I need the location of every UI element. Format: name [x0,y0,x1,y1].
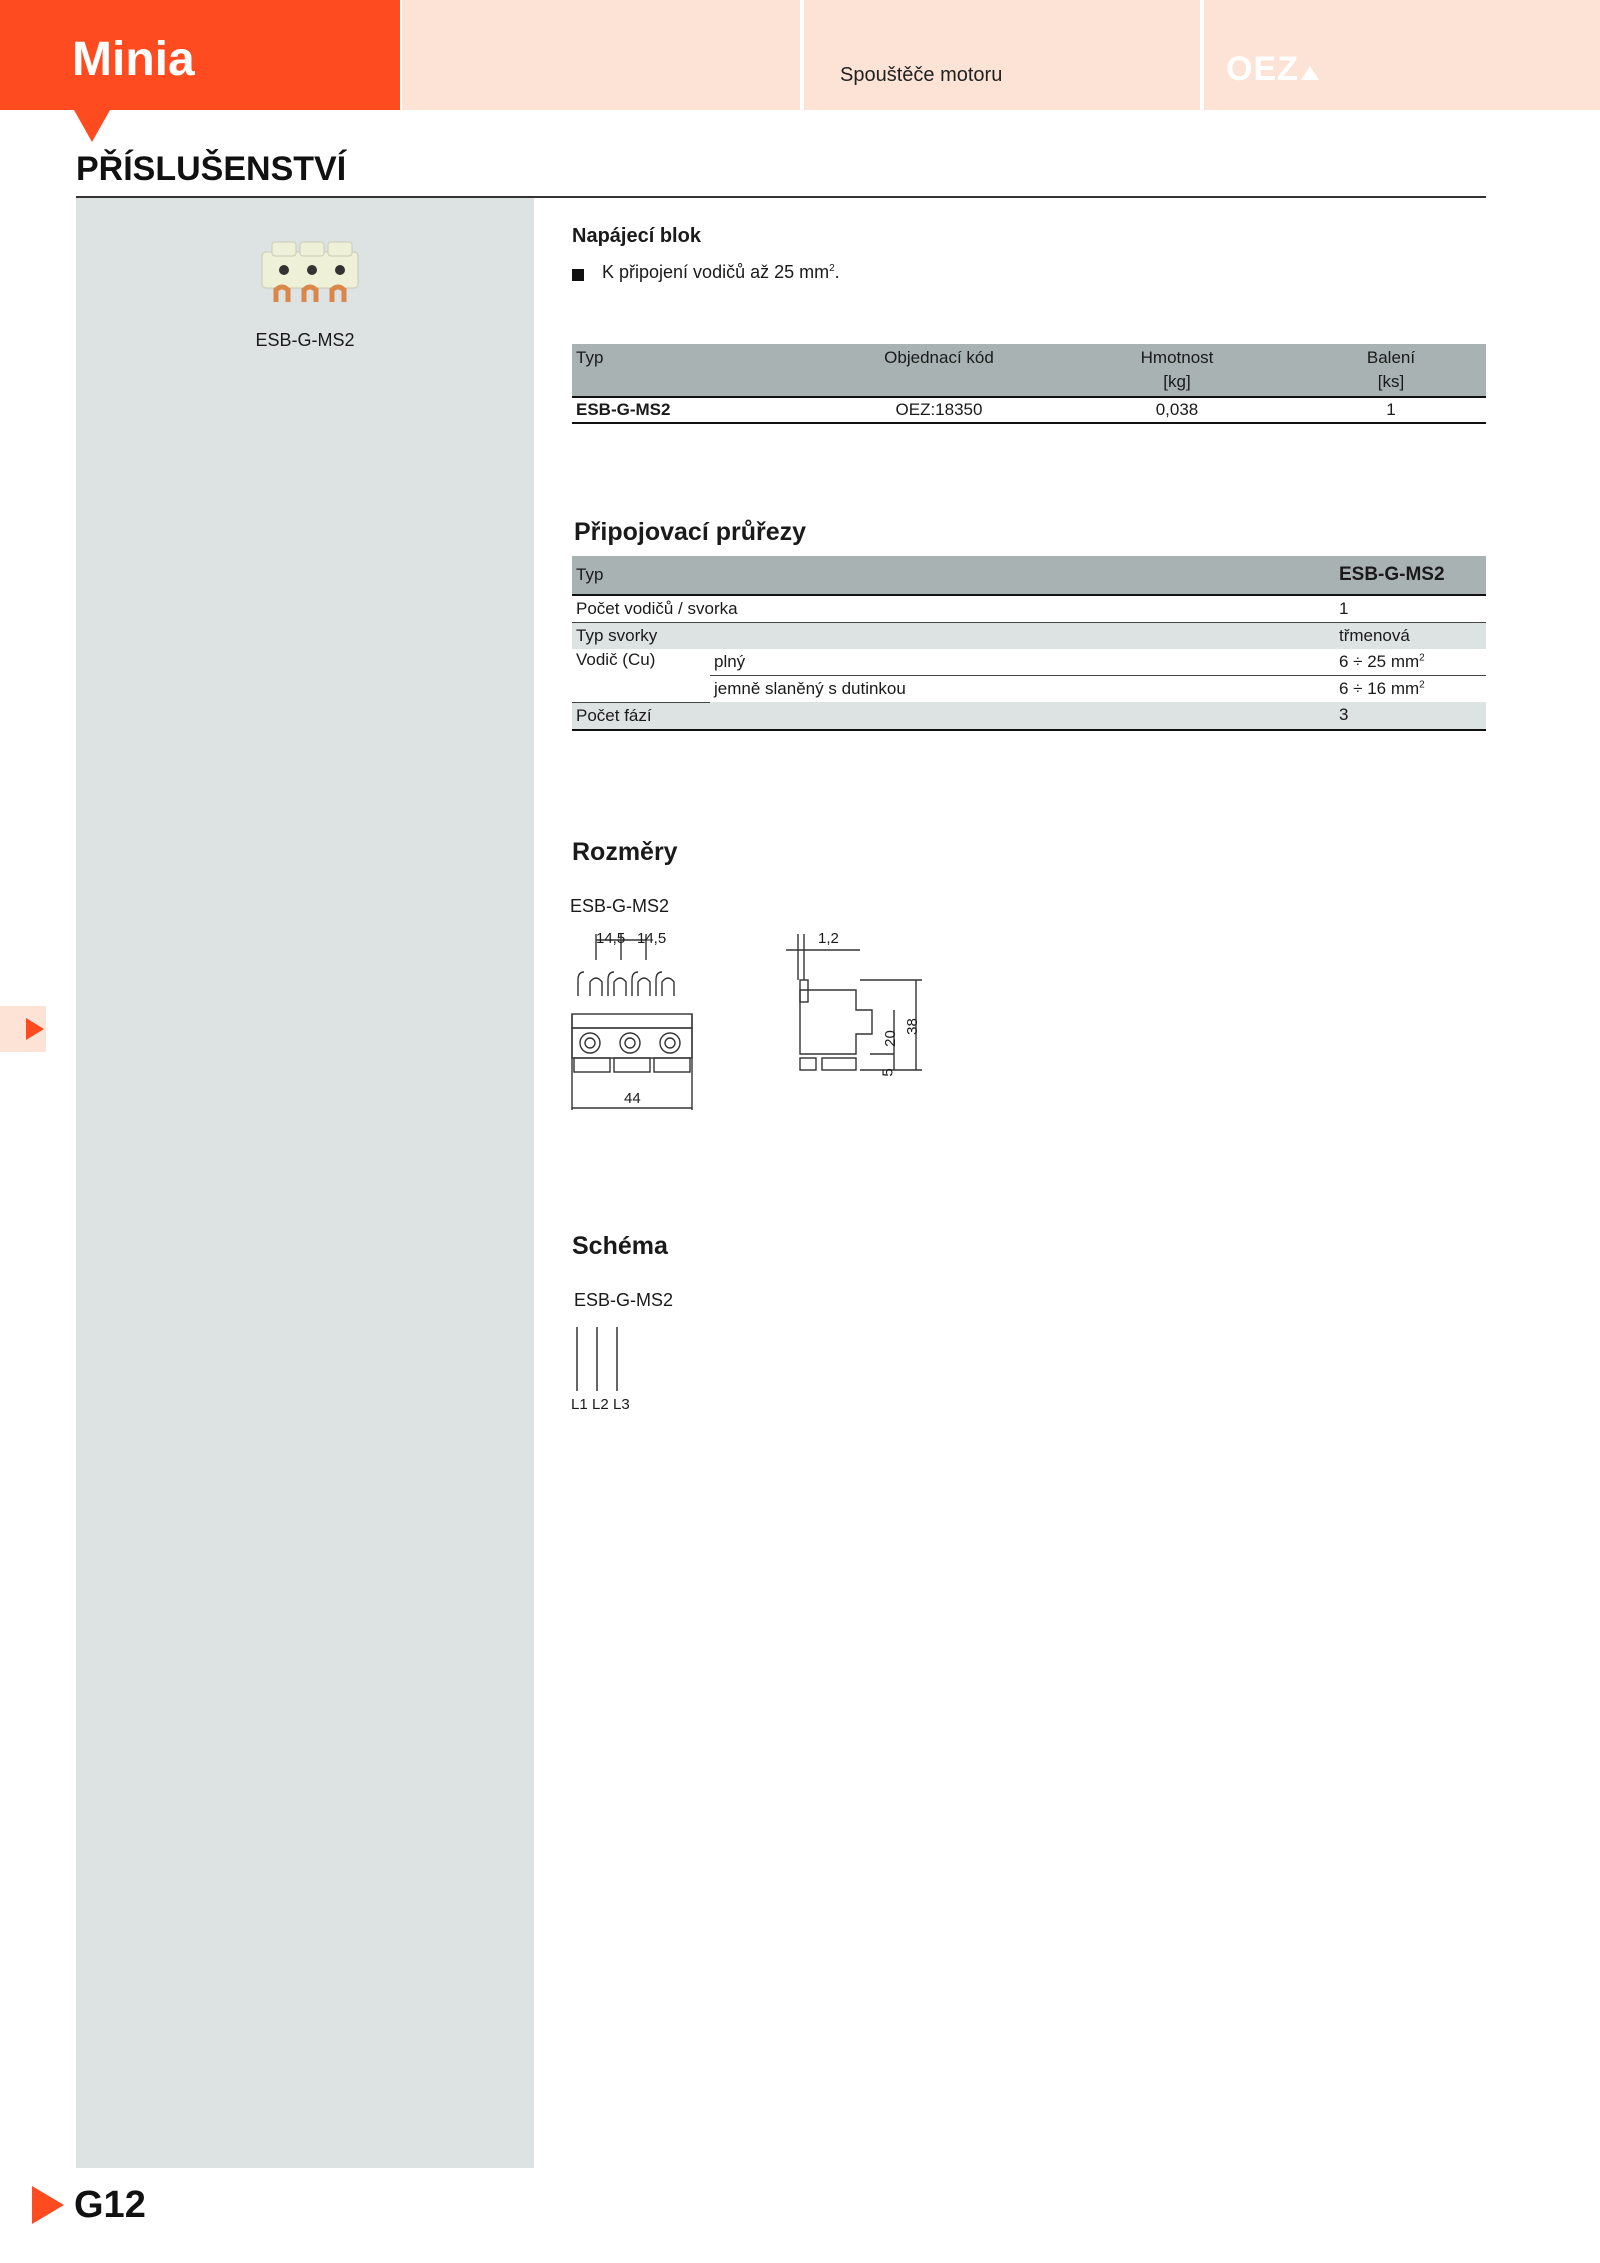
header-segment [402,0,800,110]
logo-triangle-icon [1301,66,1319,80]
phase-label-l2: L2 [592,1396,609,1413]
dim-pitch-1: 14,5 [596,930,626,947]
header-segment [804,0,1200,110]
header-label: Typ [576,348,604,367]
order-pack-cell: 1 [1296,397,1486,423]
row-sublabel: jemně slaněný s dutinkou [714,679,906,698]
schema-caption: ESB-G-MS2 [574,1290,674,1310]
feature-text: K připojení vodičů až 25 mm [602,262,830,282]
table-row [572,676,1486,703]
connection-header-value: ESB-G-MS2 [1335,556,1486,595]
bullet-square-icon [572,269,584,281]
order-code-cell: OEZ:18350 [820,397,1058,423]
table-row [572,702,1486,730]
brand-bar [0,0,400,110]
value-sup: 2 [1419,679,1425,691]
phase-label-l1: L1 [571,1396,588,1413]
dim-total-height: 38 [903,1018,921,1035]
row-label: Počet vodičů / svorka [572,595,1335,623]
side-tab-marker [0,1006,46,1052]
row-label: Vodič (Cu) [572,649,710,702]
value-sup: 2 [1419,652,1425,664]
connection-header-label: Typ [572,556,1335,595]
header-unit: [kg] [1163,372,1191,391]
connection-title: Připojovací průřezy [574,518,807,546]
row-value: třmenová [1335,623,1486,650]
dim-thickness: 1,2 [818,930,839,947]
row-value: 1 [1335,595,1486,623]
dim-pitch-2: 14,5 [637,930,667,947]
order-weight-cell: 0,038 [1058,397,1296,423]
page-number: G12 [74,2184,146,2226]
order-type-cell: ESB-G-MS2 [572,397,820,423]
product-name: Napájecí blok [572,225,701,247]
order-col-type [572,344,820,397]
sidebar-panel [76,198,534,2168]
brand-name: Minia [72,33,195,86]
order-col-weight [1058,344,1296,397]
header-label: Hmotnost [1140,348,1214,367]
product-feature [602,262,840,283]
logo-text: OEZ [1226,50,1299,88]
header-unit: [ks] [1377,372,1405,391]
schema-diagram [570,1325,630,1395]
dimensions-title: Rozměry [572,838,678,866]
value-text: 6 ÷ 25 mm [1338,652,1420,671]
header-label: Balení [1366,348,1416,367]
dim-width: 44 [624,1090,641,1107]
row-sublabel: plný [710,649,1335,676]
phase-label-l3: L3 [613,1396,630,1413]
order-table [572,344,1486,424]
row-value: 3 [1335,702,1486,730]
feature-sup: 2 [829,263,835,274]
table-row [572,595,1486,623]
section-subtitle: Spouštěče motoru [840,64,1003,86]
connection-table [572,556,1486,731]
header-label: Objednací kód [884,348,994,367]
order-col-pack [1296,344,1486,397]
row-value [1335,649,1486,676]
page-title: PŘÍSLUŠENSTVÍ [76,150,347,188]
order-col-code [820,344,1058,397]
table-row [572,623,1486,650]
oez-logo [1226,50,1319,89]
value-text: 6 ÷ 16 mm [1338,679,1420,698]
table-row [572,397,1486,423]
product-image-caption: ESB-G-MS2 [255,330,355,350]
page-arrow-icon [32,2186,64,2224]
brand-pointer [74,110,110,142]
table-row [572,649,1486,676]
row-value [1335,676,1486,703]
row-label: Počet fází [572,702,1335,730]
row-label: Typ svorky [572,623,1335,650]
arrow-right-icon [26,1018,44,1040]
dim-base-height: 5 [879,1068,897,1077]
product-image [258,238,368,318]
schema-title: Schéma [572,1232,668,1260]
dim-body-height: 20 [881,1030,899,1047]
dimensions-caption: ESB-G-MS2 [570,896,670,916]
feature-tail: . [834,262,840,282]
